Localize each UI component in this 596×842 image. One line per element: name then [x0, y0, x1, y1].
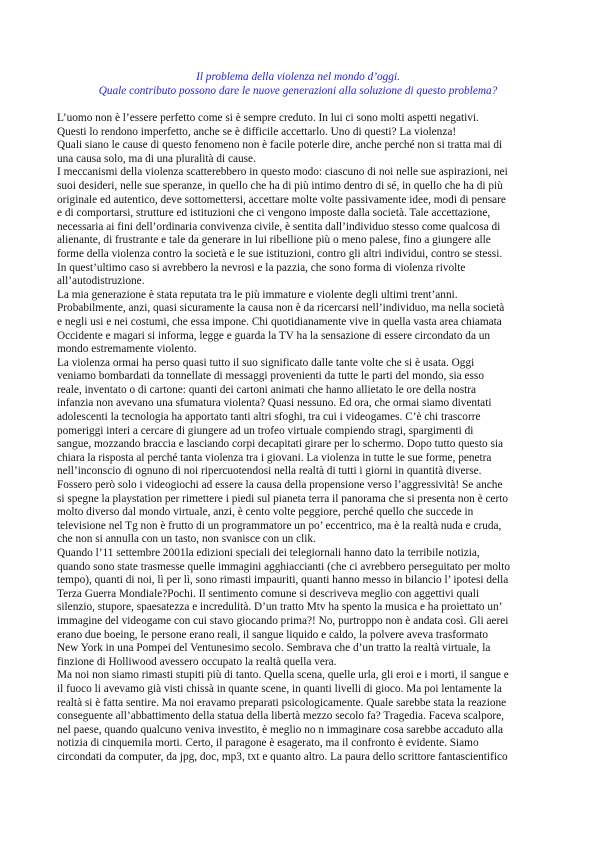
body-line: si spegne la playstation per rimettere i piedi sul pianeta terra il panorama che si presenta non è certo: [57, 492, 509, 505]
body-line: Occidente e magari si informa, legge e guarda la TV ha la sensazione di essere circondato da un: [57, 329, 491, 342]
body-line: veniamo bombardati da tonnellate di messaggi provenienti da tutte le parti del mondo, sia esso: [57, 370, 484, 383]
body-line: I meccanismi della violenza scatterebbero in questo modo: ciascuno di noi nelle sue aspirazioni, nei: [57, 166, 508, 179]
body-line: infanzia non avevano una sfumatura violenta? Quasi nessuno. Ed ora, che ormai siamo diventati: [57, 397, 492, 410]
body-line: Quando l’11 settembre 2001la edizioni speciali dei telegiornali hanno dato la terribile notizia,: [57, 547, 480, 559]
body-line: Terza Guerra Mondiale?Pochi. Il sentimento comune si descriveva meglio con aggettivi quali: [57, 587, 480, 600]
body-line: La violenza ormai ha perso quasi tutto il suo significato dalle tante volte che si è usata. Oggi: [57, 356, 475, 369]
body-line: silenzio, stupore, spaesatezza e incredulità. D’un tratto Mtv ha spento la musica e ha proiettato un’: [57, 601, 503, 614]
body-line: originale ed autentico, deve sottomettersi, accettare molte volte passivamente idee, modi di pensare: [57, 193, 506, 206]
body-line: suoi desideri, nelle sue speranze, in quello che ha di più intimo dentro di sé, in quello che ha di più: [57, 179, 503, 192]
body-line: alienante, di frustrante e tale da generare in lui ribellione più o meno palese, fino a giungere alle: [57, 234, 491, 247]
body-line: e di comportarsi, strutture ed istituzioni che ci vengono imposte dalla società. Tale accettazione,: [57, 207, 491, 220]
essay-body: [57, 112, 543, 765]
body-line: che non si annulla con un tasto, non svanisce con un clik.: [57, 533, 316, 546]
body-line: immagine del videogame con cui stavo giocando prima?! No, purtroppo non è andata così. Gli aerei: [57, 614, 509, 627]
body-line: sangue, mozzando braccia e lasciando corpi decapitati girare per lo schermo. Dopo tutto questo sia: [57, 438, 504, 451]
body-line: tempo), quanti di noi, lì per lì, sono rimasti impauriti, quanti hanno messo in bilancio l’ ipotesi della: [57, 574, 509, 587]
body-line: Fossero però solo i videogiochi ad essere la causa della propensione verso l’aggressività! Se anche: [57, 479, 503, 492]
body-line: circondati da computer, da jpg, doc, mp3, txt e quanto altro. La paura dello scrittore fantascientifico: [57, 750, 508, 763]
body-line: Ma noi non siamo rimasti stupiti più di tanto. Quella scena, quelle urla, gli eroi e i morti, il sangue e: [57, 669, 509, 682]
body-line: finzione di Holliwood avessero occupato la realtà quella vera.: [57, 655, 337, 668]
body-line: chiara la risposta al perché tanta violenza tra i giovani. La violenza in tutte le sue forme, penetra: [57, 451, 492, 464]
body-line: conseguente all’abbattimento della statua della libertà mezzo secolo fa? Tragedia. Faceva scalpore,: [57, 710, 504, 723]
body-line: Probabilmente, anzi, quasi sicuramente la causa non è da ricercarsi nell’individuo, ma nella società: [57, 302, 505, 315]
body-line: notizia di cinquemila morti. Certo, il paragone è esagerato, ma il confronto è evidente. Siamo: [57, 737, 479, 750]
body-line: televisione nel Tg non è frutto di un programmatore un po’ eccentrico, ma è la realtà nuda e cruda,: [57, 519, 502, 532]
body-line: una causa solo, ma di una pluralità di cause.: [57, 152, 256, 165]
body-line: reale, inventato o di cartone: quanti dei cartoni animati che hanno allietato le ore della nostra: [57, 383, 477, 396]
body-line: La mia generazione è stata reputata tra le più immature e violente degli ultimi trent’anni.: [57, 288, 458, 301]
body-line: nell’inconscio di ognuno di noi ripercuotendosi nella realtà di tutti i giorni in quantità diverse.: [57, 465, 482, 478]
body-line: nel paese, quando qualcuno veniva investito, è meglio no n immaginare cosa sarebbe accaduto alla: [57, 723, 504, 736]
body-line: pomeriggi interi a cercare di giungere ad un trofeo virtuale compiendo stragi, spargimenti di: [57, 424, 474, 437]
body-line: forme della violenza contro la società e le sue istituzioni, contro gli altri individui, contro se stessi.: [57, 247, 503, 260]
body-line: all’autodistruzione.: [57, 275, 145, 288]
body-line: molto diverso dal mondo virtuale, anzi, è cento volte peggiore, perché quello che succede in: [57, 506, 474, 519]
body-line: realtà si è fatta sentire. Ma noi eravamo preparati psicologicamente. Quale sarebbe stata la reazione: [57, 696, 507, 709]
body-line: L’uomo non è l’essere perfetto come si è sempre creduto. In lui ci sono molti aspetti negativi.: [57, 112, 479, 124]
body-line: erano due boeing, le persone erano reali, il sangue liquido e caldo, la polvere aveva trasformato: [57, 628, 488, 641]
document-title: [60, 71, 536, 98]
body-line: mondo estremamente violento.: [57, 343, 197, 356]
body-line: e negli usi e nei costumi, che essa impone. Chi quotidianamente vive in quella vasta area chiamata: [57, 315, 502, 328]
body-line: quando sono state trasmesse quelle immagini agghiaccianti (che ci avrebbero perseguitato per molto: [57, 560, 510, 573]
body-line: Questi lo rendono imperfetto, anche se è difficile accettarlo. Uno di questi? La violenza!: [57, 125, 457, 138]
body-line: il fuoco li avevamo già visti chissà in quante scene, in quanti livelli di gioco. Ma poi lentamente la: [57, 682, 502, 695]
body-line: Quali siano le cause di questo fenomeno non è facile poterle dire, anche perché non si tratta mai di: [57, 139, 503, 152]
title-line-1: Il problema della violenza nel mondo d’oggi.: [196, 71, 400, 83]
body-line: adolescenti la tecnologia ha apportato tanti altri sfoghi, tra cui i videogames. C’è chi trascorre: [57, 411, 481, 424]
body-line: necessaria ai fini dell’ordinaria convivenza civile, è sentita dall’individuo stesso come qualcosa di: [57, 220, 501, 233]
body-line: New York in una Pompei del Ventunesimo secolo. Sembrava che d’un tratto la realtà virtuale, la: [57, 642, 491, 655]
body-line: In quest’ultimo caso si avrebbero la nevrosi e la pazzia, che sono forma di violenza rivolte: [57, 261, 466, 274]
title-line-2: Quale contributo possono dare le nuove generazioni alla soluzione di questo problema?: [98, 84, 498, 97]
